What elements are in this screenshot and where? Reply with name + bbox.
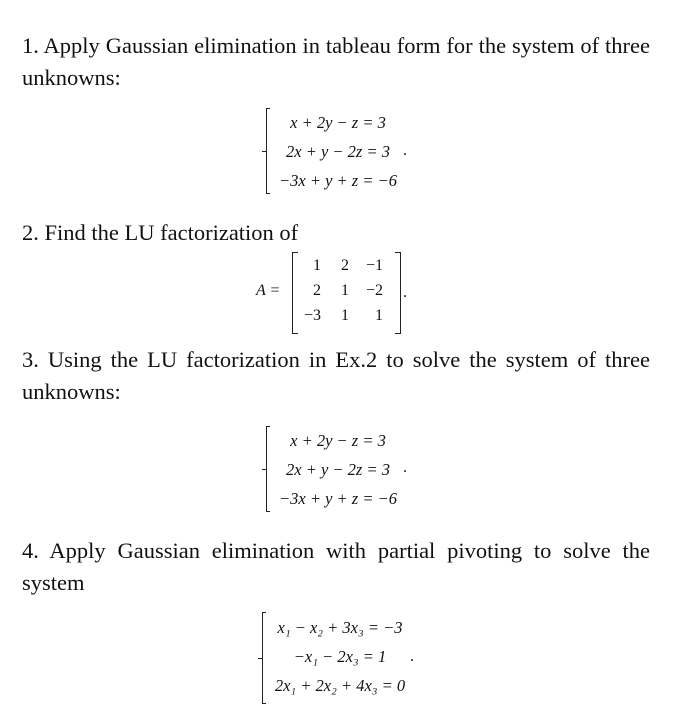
matrix-label: A = xyxy=(256,282,281,299)
problem-3-text: 3. Using the LU factorization in Ex.2 to solve the system of three unknowns: xyxy=(22,347,650,404)
period: . xyxy=(403,284,407,301)
matrix-row xyxy=(293,257,383,275)
matrix-row xyxy=(293,307,383,325)
equation-1: x₁ − x₂ + 3x₃ = −3 xyxy=(277,618,403,637)
matrix-cell: 1 xyxy=(341,307,349,324)
matrix-cell: 1 xyxy=(375,307,383,324)
period: . xyxy=(403,459,407,476)
matrix-row xyxy=(293,282,383,300)
right-bracket xyxy=(395,252,401,334)
matrix-cell: 2 xyxy=(341,257,349,274)
problem-2-text: 2. Find the LU factorization of xyxy=(22,220,299,245)
left-brace xyxy=(266,426,267,512)
period: . xyxy=(410,648,414,665)
matrix-cell: −1 xyxy=(365,257,383,274)
equation-1: x + 2y − z = 3 xyxy=(290,431,386,450)
matrix-cell: 2 xyxy=(313,282,321,299)
matrix-cell: 1 xyxy=(341,282,349,299)
problem-4-text: 4. Apply Gaussian elimination with partial pivoting to solve the system xyxy=(22,538,650,595)
period: . xyxy=(403,142,407,159)
matrix-cell: 1 xyxy=(313,257,321,274)
matrix-cell: −3 xyxy=(303,307,321,324)
left-brace xyxy=(262,612,263,704)
matrix-cell: −2 xyxy=(365,282,383,299)
equation-2: 2x + y − 2z = 3 xyxy=(286,142,390,161)
equation-3: −3x + y + z = −6 xyxy=(279,489,397,508)
equation-2: −x₁ − 2x₃ = 1 xyxy=(293,647,387,666)
equation-3: 2x₁ + 2x₂ + 4x₃ = 0 xyxy=(274,676,406,695)
equation-3: −3x + y + z = −6 xyxy=(279,171,397,190)
left-brace xyxy=(266,108,267,194)
equation-2: 2x + y − 2z = 3 xyxy=(286,460,390,479)
problem-1-text: 1. Apply Gaussian elimination in tableau form for the system of three unknowns: xyxy=(22,33,650,90)
equation-1: x + 2y − z = 3 xyxy=(290,113,386,132)
